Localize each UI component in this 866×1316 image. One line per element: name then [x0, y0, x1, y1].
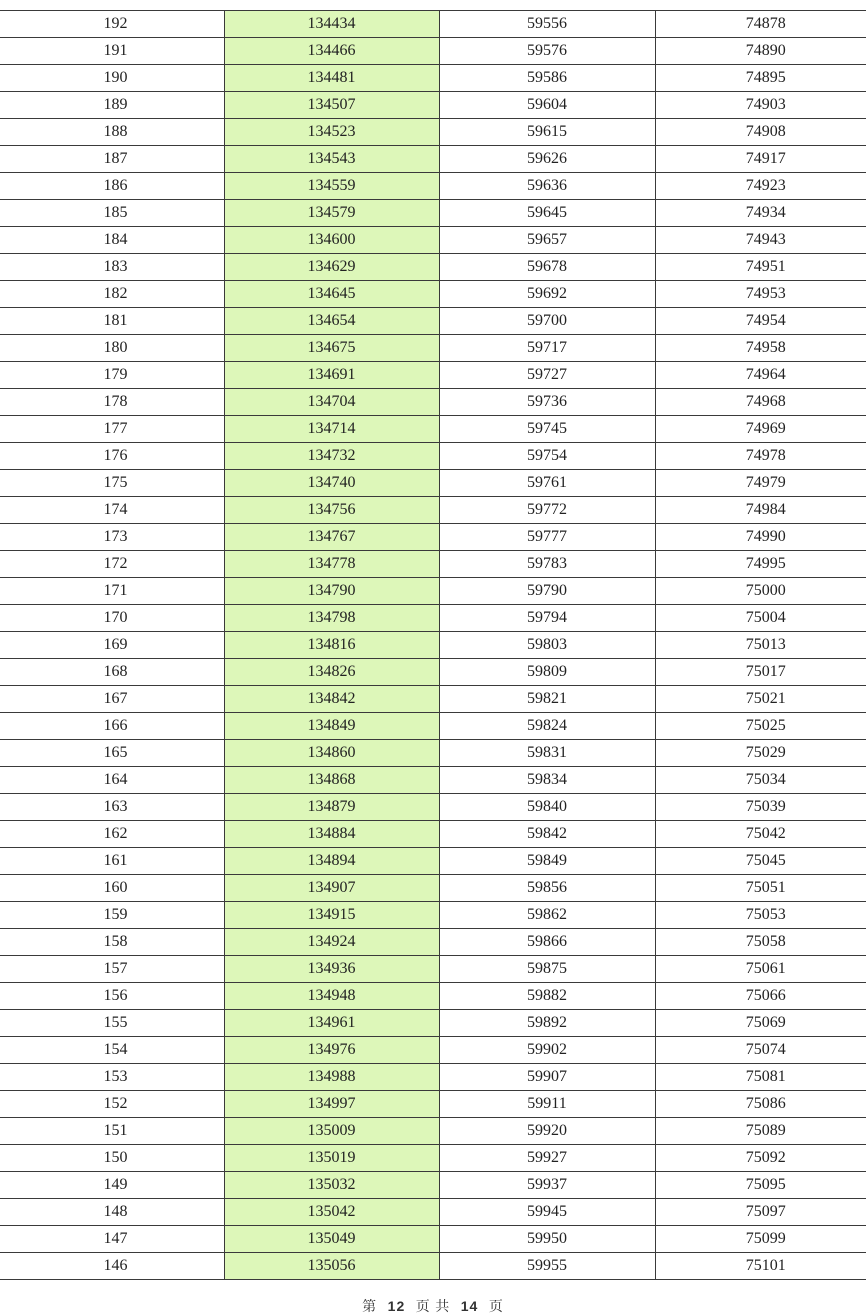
other-count-cell: 75051 [655, 875, 866, 902]
table-row [0, 983, 866, 1010]
other-count-cell: 75025 [655, 713, 866, 740]
score-cell: 163 [0, 794, 224, 821]
other-count-cell: 74878 [655, 11, 866, 38]
subject-count-cell: 59717 [439, 335, 655, 362]
subject-count-cell: 59615 [439, 119, 655, 146]
subject-count-cell: 59834 [439, 767, 655, 794]
page-footer [0, 1296, 866, 1316]
highlighted-cumulative-cell: 134879 [224, 794, 439, 821]
highlighted-cumulative-cell: 134645 [224, 281, 439, 308]
score-cell: 169 [0, 632, 224, 659]
highlighted-cumulative-cell: 134894 [224, 848, 439, 875]
table-row [0, 875, 866, 902]
table-row [0, 956, 866, 983]
table-row [0, 1037, 866, 1064]
other-count-cell: 75074 [655, 1037, 866, 1064]
other-count-cell: 75081 [655, 1064, 866, 1091]
subject-count-cell: 59821 [439, 686, 655, 713]
other-count-cell: 74953 [655, 281, 866, 308]
other-count-cell: 74923 [655, 173, 866, 200]
other-count-cell: 74908 [655, 119, 866, 146]
highlighted-cumulative-cell: 134434 [224, 11, 439, 38]
highlighted-cumulative-cell: 134691 [224, 362, 439, 389]
table-row [0, 1199, 866, 1226]
score-cell: 179 [0, 362, 224, 389]
subject-count-cell: 59831 [439, 740, 655, 767]
subject-count-cell: 59727 [439, 362, 655, 389]
table-row [0, 524, 866, 551]
highlighted-cumulative-cell: 134798 [224, 605, 439, 632]
subject-count-cell: 59754 [439, 443, 655, 470]
highlighted-cumulative-cell: 134629 [224, 254, 439, 281]
score-cell: 187 [0, 146, 224, 173]
other-count-cell: 74969 [655, 416, 866, 443]
other-count-cell: 74943 [655, 227, 866, 254]
score-cell: 165 [0, 740, 224, 767]
subject-count-cell: 59794 [439, 605, 655, 632]
other-count-cell: 74890 [655, 38, 866, 65]
subject-count-cell: 59955 [439, 1253, 655, 1280]
subject-count-cell: 59862 [439, 902, 655, 929]
table-row [0, 686, 866, 713]
table-row [0, 227, 866, 254]
table-row [0, 713, 866, 740]
other-count-cell: 75058 [655, 929, 866, 956]
score-cell: 177 [0, 416, 224, 443]
score-cell: 186 [0, 173, 224, 200]
score-cell: 157 [0, 956, 224, 983]
highlighted-cumulative-cell: 134704 [224, 389, 439, 416]
highlighted-cumulative-cell: 134714 [224, 416, 439, 443]
subject-count-cell: 59586 [439, 65, 655, 92]
subject-count-cell: 59842 [439, 821, 655, 848]
highlighted-cumulative-cell: 134936 [224, 956, 439, 983]
subject-count-cell: 59576 [439, 38, 655, 65]
table-row [0, 254, 866, 281]
other-count-cell: 75000 [655, 578, 866, 605]
subject-count-cell: 59636 [439, 173, 655, 200]
highlighted-cumulative-cell: 134579 [224, 200, 439, 227]
highlighted-cumulative-cell: 134600 [224, 227, 439, 254]
other-count-cell: 75045 [655, 848, 866, 875]
table-row [0, 1091, 866, 1118]
score-cell: 154 [0, 1037, 224, 1064]
highlighted-cumulative-cell: 134961 [224, 1010, 439, 1037]
other-count-cell: 75042 [655, 821, 866, 848]
table-row [0, 1010, 866, 1037]
highlighted-cumulative-cell: 134842 [224, 686, 439, 713]
table-row [0, 308, 866, 335]
score-cell: 164 [0, 767, 224, 794]
table-row [0, 1226, 866, 1253]
score-cell: 191 [0, 38, 224, 65]
score-cell: 190 [0, 65, 224, 92]
score-cell: 155 [0, 1010, 224, 1037]
score-cell: 175 [0, 470, 224, 497]
score-table [0, 10, 866, 1280]
subject-count-cell: 59911 [439, 1091, 655, 1118]
highlighted-cumulative-cell: 134997 [224, 1091, 439, 1118]
other-count-cell: 75092 [655, 1145, 866, 1172]
other-count-cell: 75039 [655, 794, 866, 821]
table-row [0, 146, 866, 173]
subject-count-cell: 59809 [439, 659, 655, 686]
subject-count-cell: 59927 [439, 1145, 655, 1172]
highlighted-cumulative-cell: 134849 [224, 713, 439, 740]
footer-middle: 页 共 [415, 1300, 451, 1315]
score-cell: 146 [0, 1253, 224, 1280]
other-count-cell: 74964 [655, 362, 866, 389]
highlighted-cumulative-cell: 134778 [224, 551, 439, 578]
table-row [0, 1253, 866, 1280]
score-table-body [0, 11, 866, 1280]
score-cell: 159 [0, 902, 224, 929]
highlighted-cumulative-cell: 134884 [224, 821, 439, 848]
score-cell: 151 [0, 1118, 224, 1145]
highlighted-cumulative-cell: 135009 [224, 1118, 439, 1145]
score-table-page [0, 10, 866, 1280]
other-count-cell: 74934 [655, 200, 866, 227]
subject-count-cell: 59692 [439, 281, 655, 308]
highlighted-cumulative-cell: 134507 [224, 92, 439, 119]
subject-count-cell: 59920 [439, 1118, 655, 1145]
highlighted-cumulative-cell: 134732 [224, 443, 439, 470]
table-row [0, 848, 866, 875]
table-row [0, 821, 866, 848]
highlighted-cumulative-cell: 135049 [224, 1226, 439, 1253]
score-cell: 173 [0, 524, 224, 551]
subject-count-cell: 59856 [439, 875, 655, 902]
other-count-cell: 75089 [655, 1118, 866, 1145]
subject-count-cell: 59866 [439, 929, 655, 956]
score-cell: 185 [0, 200, 224, 227]
other-count-cell: 75061 [655, 956, 866, 983]
table-row [0, 767, 866, 794]
other-count-cell: 74917 [655, 146, 866, 173]
subject-count-cell: 59783 [439, 551, 655, 578]
table-row [0, 173, 866, 200]
highlighted-cumulative-cell: 134948 [224, 983, 439, 1010]
other-count-cell: 75004 [655, 605, 866, 632]
score-cell: 148 [0, 1199, 224, 1226]
subject-count-cell: 59945 [439, 1199, 655, 1226]
subject-count-cell: 59902 [439, 1037, 655, 1064]
table-row [0, 281, 866, 308]
footer-suffix: 页 [488, 1300, 504, 1315]
subject-count-cell: 59840 [439, 794, 655, 821]
score-cell: 162 [0, 821, 224, 848]
subject-count-cell: 59875 [439, 956, 655, 983]
highlighted-cumulative-cell: 134790 [224, 578, 439, 605]
table-row [0, 578, 866, 605]
other-count-cell: 75066 [655, 983, 866, 1010]
table-row [0, 551, 866, 578]
other-count-cell: 75017 [655, 659, 866, 686]
table-row [0, 362, 866, 389]
subject-count-cell: 59626 [439, 146, 655, 173]
score-cell: 149 [0, 1172, 224, 1199]
subject-count-cell: 59736 [439, 389, 655, 416]
subject-count-cell: 59645 [439, 200, 655, 227]
highlighted-cumulative-cell: 134907 [224, 875, 439, 902]
table-row [0, 1118, 866, 1145]
subject-count-cell: 59907 [439, 1064, 655, 1091]
subject-count-cell: 59882 [439, 983, 655, 1010]
table-row [0, 38, 866, 65]
other-count-cell: 74954 [655, 308, 866, 335]
score-cell: 153 [0, 1064, 224, 1091]
subject-count-cell: 59761 [439, 470, 655, 497]
other-count-cell: 75095 [655, 1172, 866, 1199]
other-count-cell: 74951 [655, 254, 866, 281]
score-cell: 160 [0, 875, 224, 902]
highlighted-cumulative-cell: 134559 [224, 173, 439, 200]
table-row [0, 335, 866, 362]
other-count-cell: 75069 [655, 1010, 866, 1037]
subject-count-cell: 59892 [439, 1010, 655, 1037]
table-row [0, 200, 866, 227]
highlighted-cumulative-cell: 134915 [224, 902, 439, 929]
table-row [0, 632, 866, 659]
other-count-cell: 74903 [655, 92, 866, 119]
other-count-cell: 74979 [655, 470, 866, 497]
score-cell: 182 [0, 281, 224, 308]
subject-count-cell: 59849 [439, 848, 655, 875]
subject-count-cell: 59678 [439, 254, 655, 281]
table-row [0, 1064, 866, 1091]
other-count-cell: 75013 [655, 632, 866, 659]
table-row [0, 92, 866, 119]
table-row [0, 497, 866, 524]
highlighted-cumulative-cell: 134860 [224, 740, 439, 767]
subject-count-cell: 59937 [439, 1172, 655, 1199]
score-cell: 147 [0, 1226, 224, 1253]
table-row [0, 1172, 866, 1199]
total-pages-number: 14 [460, 1298, 479, 1314]
highlighted-cumulative-cell: 134543 [224, 146, 439, 173]
table-row [0, 740, 866, 767]
score-cell: 180 [0, 335, 224, 362]
subject-count-cell: 59657 [439, 227, 655, 254]
score-cell: 174 [0, 497, 224, 524]
subject-count-cell: 59772 [439, 497, 655, 524]
highlighted-cumulative-cell: 134756 [224, 497, 439, 524]
highlighted-cumulative-cell: 134826 [224, 659, 439, 686]
highlighted-cumulative-cell: 135056 [224, 1253, 439, 1280]
other-count-cell: 75099 [655, 1226, 866, 1253]
other-count-cell: 75097 [655, 1199, 866, 1226]
other-count-cell: 74990 [655, 524, 866, 551]
score-cell: 183 [0, 254, 224, 281]
highlighted-cumulative-cell: 134924 [224, 929, 439, 956]
highlighted-cumulative-cell: 134988 [224, 1064, 439, 1091]
other-count-cell: 74995 [655, 551, 866, 578]
footer-prefix: 第 [362, 1300, 378, 1315]
score-cell: 168 [0, 659, 224, 686]
other-count-cell: 74968 [655, 389, 866, 416]
other-count-cell: 74958 [655, 335, 866, 362]
score-cell: 181 [0, 308, 224, 335]
score-cell: 161 [0, 848, 224, 875]
score-cell: 184 [0, 227, 224, 254]
highlighted-cumulative-cell: 135019 [224, 1145, 439, 1172]
highlighted-cumulative-cell: 134523 [224, 119, 439, 146]
score-cell: 176 [0, 443, 224, 470]
table-row [0, 470, 866, 497]
other-count-cell: 75034 [655, 767, 866, 794]
table-row [0, 389, 866, 416]
highlighted-cumulative-cell: 135042 [224, 1199, 439, 1226]
score-cell: 171 [0, 578, 224, 605]
highlighted-cumulative-cell: 134740 [224, 470, 439, 497]
highlighted-cumulative-cell: 134976 [224, 1037, 439, 1064]
subject-count-cell: 59745 [439, 416, 655, 443]
table-row [0, 416, 866, 443]
table-row [0, 443, 866, 470]
table-row [0, 659, 866, 686]
table-row [0, 11, 866, 38]
table-row [0, 794, 866, 821]
score-cell: 178 [0, 389, 224, 416]
table-row [0, 1145, 866, 1172]
highlighted-cumulative-cell: 134466 [224, 38, 439, 65]
table-row [0, 65, 866, 92]
score-cell: 189 [0, 92, 224, 119]
score-cell: 167 [0, 686, 224, 713]
current-page-number: 12 [387, 1298, 406, 1314]
score-cell: 172 [0, 551, 224, 578]
score-cell: 158 [0, 929, 224, 956]
subject-count-cell: 59777 [439, 524, 655, 551]
other-count-cell: 75029 [655, 740, 866, 767]
other-count-cell: 75101 [655, 1253, 866, 1280]
other-count-cell: 75053 [655, 902, 866, 929]
highlighted-cumulative-cell: 135032 [224, 1172, 439, 1199]
table-row [0, 929, 866, 956]
table-row [0, 119, 866, 146]
other-count-cell: 74978 [655, 443, 866, 470]
highlighted-cumulative-cell: 134868 [224, 767, 439, 794]
score-cell: 166 [0, 713, 224, 740]
other-count-cell: 75086 [655, 1091, 866, 1118]
table-row [0, 902, 866, 929]
subject-count-cell: 59556 [439, 11, 655, 38]
highlighted-cumulative-cell: 134816 [224, 632, 439, 659]
subject-count-cell: 59950 [439, 1226, 655, 1253]
score-cell: 188 [0, 119, 224, 146]
subject-count-cell: 59700 [439, 308, 655, 335]
other-count-cell: 74984 [655, 497, 866, 524]
highlighted-cumulative-cell: 134675 [224, 335, 439, 362]
subject-count-cell: 59824 [439, 713, 655, 740]
subject-count-cell: 59790 [439, 578, 655, 605]
highlighted-cumulative-cell: 134767 [224, 524, 439, 551]
score-cell: 150 [0, 1145, 224, 1172]
score-cell: 192 [0, 11, 224, 38]
score-cell: 170 [0, 605, 224, 632]
highlighted-cumulative-cell: 134654 [224, 308, 439, 335]
highlighted-cumulative-cell: 134481 [224, 65, 439, 92]
other-count-cell: 75021 [655, 686, 866, 713]
subject-count-cell: 59604 [439, 92, 655, 119]
table-row [0, 605, 866, 632]
score-cell: 156 [0, 983, 224, 1010]
other-count-cell: 74895 [655, 65, 866, 92]
score-cell: 152 [0, 1091, 224, 1118]
subject-count-cell: 59803 [439, 632, 655, 659]
